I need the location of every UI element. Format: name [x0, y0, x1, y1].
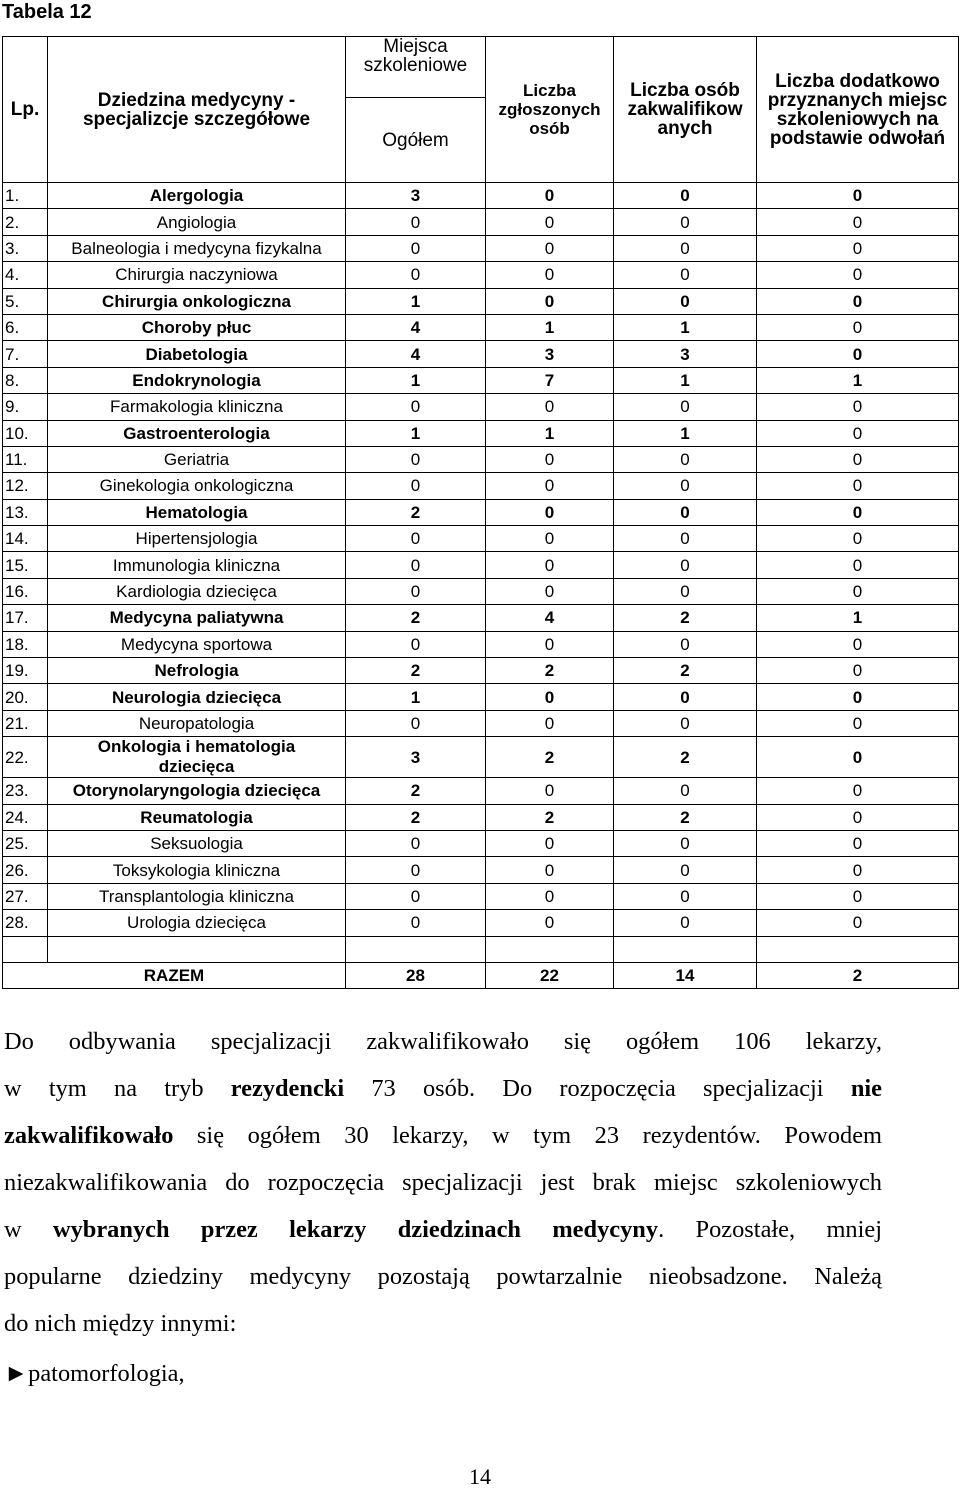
- header-field: Dziedzina medycyny - specjalizcje szczegółowe: [48, 37, 346, 183]
- row-applied: 4: [486, 605, 614, 631]
- table-header-row: [3, 37, 959, 98]
- row-places: 3: [346, 183, 486, 209]
- row-places: 0: [346, 394, 486, 420]
- row-lp: 25.: [3, 830, 48, 856]
- row-qualified: 0: [614, 446, 757, 472]
- row-qualified: 0: [614, 684, 757, 710]
- row-extra: 0: [757, 883, 959, 909]
- row-applied: 0: [486, 262, 614, 288]
- row-applied: 2: [486, 737, 614, 778]
- table-spacer: [3, 936, 959, 962]
- table-row: [3, 183, 959, 209]
- row-applied: 0: [486, 857, 614, 883]
- row-lp: 4.: [3, 262, 48, 288]
- row-applied: 0: [486, 684, 614, 710]
- row-extra: 1: [757, 605, 959, 631]
- paragraph-line: [4, 1112, 882, 1159]
- row-applied: 0: [486, 552, 614, 578]
- table-row: [3, 631, 959, 657]
- row-applied: 0: [486, 578, 614, 604]
- total-row: [3, 962, 959, 988]
- row-places: 0: [346, 526, 486, 552]
- bullet-text: patomorfologia,: [28, 1360, 185, 1387]
- row-places: 0: [346, 830, 486, 856]
- row-specialization: Chirurgia naczyniowa: [48, 262, 346, 288]
- row-qualified: 0: [614, 778, 757, 804]
- row-lp: 20.: [3, 684, 48, 710]
- paragraph-line: [4, 1159, 882, 1206]
- row-specialization: Neurologia dziecięca: [48, 684, 346, 710]
- header-lp: Lp.: [3, 37, 48, 183]
- row-lp: 19.: [3, 658, 48, 684]
- table-row: [3, 235, 959, 261]
- row-places: 1: [346, 288, 486, 314]
- table-row: [3, 804, 959, 830]
- total-places: 28: [346, 962, 486, 988]
- table-row: [3, 262, 959, 288]
- row-lp: 24.: [3, 804, 48, 830]
- table-row: [3, 778, 959, 804]
- row-applied: 0: [486, 710, 614, 736]
- row-applied: 0: [486, 910, 614, 936]
- row-applied: 0: [486, 394, 614, 420]
- row-applied: 2: [486, 658, 614, 684]
- row-qualified: 1: [614, 420, 757, 446]
- row-specialization: Medycyna paliatywna: [48, 605, 346, 631]
- text-run: Do odbywania specjalizacji zakwalifikowało się ogółem 106 lekarzy,: [4, 1028, 882, 1055]
- row-extra: 0: [757, 778, 959, 804]
- table-row: [3, 420, 959, 446]
- row-specialization: Nefrologia: [48, 658, 346, 684]
- text-run: do nich między innymi:: [4, 1310, 237, 1337]
- header-places: Miejsca szkoleniowe: [346, 37, 486, 98]
- bold-text: nie: [850, 1075, 882, 1102]
- row-specialization: Ginekologia onkologiczna: [48, 473, 346, 499]
- row-extra: 0: [757, 314, 959, 340]
- row-lp: 9.: [3, 394, 48, 420]
- row-lp: 7.: [3, 341, 48, 367]
- row-lp: 10.: [3, 420, 48, 446]
- row-places: 1: [346, 420, 486, 446]
- row-places: 0: [346, 473, 486, 499]
- table-row: [3, 710, 959, 736]
- row-qualified: 0: [614, 394, 757, 420]
- paragraph-line: [4, 1018, 882, 1065]
- table-row: [3, 578, 959, 604]
- row-lp: 27.: [3, 883, 48, 909]
- row-lp: 1.: [3, 183, 48, 209]
- row-places: 2: [346, 658, 486, 684]
- row-qualified: 0: [614, 883, 757, 909]
- table-row: [3, 209, 959, 235]
- row-applied: 7: [486, 367, 614, 393]
- row-applied: 0: [486, 778, 614, 804]
- row-specialization: Neuropatologia: [48, 710, 346, 736]
- row-qualified: 0: [614, 857, 757, 883]
- spacer-cell: [48, 936, 346, 962]
- row-lp: 17.: [3, 605, 48, 631]
- row-places: 0: [346, 631, 486, 657]
- row-specialization: Toksykologia kliniczna: [48, 857, 346, 883]
- row-places: 0: [346, 552, 486, 578]
- row-qualified: 0: [614, 209, 757, 235]
- table-row: [3, 394, 959, 420]
- row-applied: 0: [486, 526, 614, 552]
- paragraph-line: [4, 1253, 882, 1300]
- row-extra: 0: [757, 420, 959, 446]
- row-applied: 0: [486, 883, 614, 909]
- row-specialization: Immunologia kliniczna: [48, 552, 346, 578]
- row-extra: 0: [757, 631, 959, 657]
- row-qualified: 0: [614, 262, 757, 288]
- row-places: 3: [346, 737, 486, 778]
- row-applied: 0: [486, 183, 614, 209]
- row-extra: 0: [757, 341, 959, 367]
- row-qualified: 0: [614, 710, 757, 736]
- table-row: [3, 684, 959, 710]
- row-extra: 0: [757, 473, 959, 499]
- row-places: 4: [346, 341, 486, 367]
- total-qualified: 14: [614, 962, 757, 988]
- row-specialization: Choroby płuc: [48, 314, 346, 340]
- row-lp: 28.: [3, 910, 48, 936]
- row-extra: 0: [757, 446, 959, 472]
- row-places: 1: [346, 684, 486, 710]
- row-specialization: Otorynolaryngologia dziecięca: [48, 778, 346, 804]
- row-extra: 0: [757, 209, 959, 235]
- row-places: 0: [346, 235, 486, 261]
- table-row: [3, 367, 959, 393]
- row-places: 0: [346, 910, 486, 936]
- row-lp: 6.: [3, 314, 48, 340]
- row-specialization: Angiologia: [48, 209, 346, 235]
- row-places: 0: [346, 262, 486, 288]
- row-extra: 0: [757, 262, 959, 288]
- row-qualified: 0: [614, 526, 757, 552]
- paragraph-line: [4, 1206, 882, 1253]
- row-lp: 15.: [3, 552, 48, 578]
- body-paragraph: [4, 1018, 882, 1347]
- row-places: 0: [346, 209, 486, 235]
- row-qualified: 3: [614, 341, 757, 367]
- row-places: 2: [346, 499, 486, 525]
- paragraph-line: [4, 1300, 882, 1347]
- table-row: [3, 830, 959, 856]
- row-specialization: Kardiologia dziecięca: [48, 578, 346, 604]
- table-row: [3, 446, 959, 472]
- spacer-cell: [757, 936, 959, 962]
- row-specialization: Transplantologia kliniczna: [48, 883, 346, 909]
- row-applied: 0: [486, 473, 614, 499]
- table-row: [3, 910, 959, 936]
- row-places: 0: [346, 578, 486, 604]
- table-row: [3, 605, 959, 631]
- row-lp: 12.: [3, 473, 48, 499]
- row-lp: 14.: [3, 526, 48, 552]
- bullet-item: [4, 1352, 185, 1396]
- row-lp: 3.: [3, 235, 48, 261]
- bold-text: wybranych przez lekarzy dziedzinach medycyny: [52, 1216, 659, 1243]
- bullet-arrow-icon: ►: [4, 1360, 29, 1387]
- row-lp: 22.: [3, 737, 48, 778]
- row-lp: 11.: [3, 446, 48, 472]
- table-title: Tabela 12: [2, 1, 92, 23]
- row-extra: 0: [757, 288, 959, 314]
- row-qualified: 2: [614, 737, 757, 778]
- row-places: 1: [346, 367, 486, 393]
- paragraph-line: [4, 1065, 882, 1112]
- bold-text: rezydencki: [230, 1075, 345, 1102]
- row-extra: 0: [757, 235, 959, 261]
- row-places: 2: [346, 778, 486, 804]
- row-extra: 0: [757, 684, 959, 710]
- row-specialization: Gastroenterologia: [48, 420, 346, 446]
- row-extra: 0: [757, 394, 959, 420]
- row-specialization: Endokrynologia: [48, 367, 346, 393]
- row-applied: 0: [486, 288, 614, 314]
- total-extra: 2: [757, 962, 959, 988]
- row-specialization: Onkologia i hematologia dziecięca: [48, 737, 346, 778]
- table-row: [3, 857, 959, 883]
- row-qualified: 1: [614, 314, 757, 340]
- header-places-total: Ogółem: [346, 98, 486, 183]
- text-run: w tym na tryb: [4, 1075, 231, 1102]
- total-applied: 22: [486, 962, 614, 988]
- spacer-cell: [3, 936, 48, 962]
- table-row: [3, 552, 959, 578]
- row-extra: 0: [757, 830, 959, 856]
- row-specialization: Reumatologia: [48, 804, 346, 830]
- row-places: 0: [346, 857, 486, 883]
- row-places: 2: [346, 605, 486, 631]
- row-lp: 13.: [3, 499, 48, 525]
- row-applied: 1: [486, 314, 614, 340]
- row-specialization: Diabetologia: [48, 341, 346, 367]
- row-places: 4: [346, 314, 486, 340]
- table-row: [3, 658, 959, 684]
- row-extra: 0: [757, 710, 959, 736]
- row-qualified: 0: [614, 473, 757, 499]
- row-specialization: Medycyna sportowa: [48, 631, 346, 657]
- row-applied: 2: [486, 804, 614, 830]
- header-extra: Liczba dodatkowo przyznanych miejsc szkoleniowych na podstawie odwołań: [757, 37, 959, 183]
- table-row: [3, 473, 959, 499]
- text-run: popularne dziedziny medycyny pozostają powtarzalnie nieobsadzone. Należą: [4, 1263, 882, 1290]
- table-row: [3, 341, 959, 367]
- row-applied: 0: [486, 830, 614, 856]
- row-specialization: Urologia dziecięca: [48, 910, 346, 936]
- row-specialization: Balneologia i medycyna fizykalna: [48, 235, 346, 261]
- row-qualified: 0: [614, 288, 757, 314]
- row-qualified: 0: [614, 830, 757, 856]
- bold-text: zakwalifikowało: [4, 1122, 174, 1149]
- row-qualified: 0: [614, 499, 757, 525]
- row-specialization: Hipertensjologia: [48, 526, 346, 552]
- text-run: niezakwalifikowania do rozpoczęcia specjalizacji jest brak miejsc szkoleniowych: [4, 1169, 882, 1196]
- specializations-table: [2, 36, 959, 989]
- row-extra: 0: [757, 578, 959, 604]
- text-run: 73 osób. Do rozpoczęcia specjalizacji: [344, 1075, 851, 1102]
- row-lp: 8.: [3, 367, 48, 393]
- row-extra: 0: [757, 857, 959, 883]
- header-applied: Liczba zgłoszonych osób: [486, 37, 614, 183]
- row-extra: 0: [757, 526, 959, 552]
- table-row: [3, 314, 959, 340]
- total-label: RAZEM: [3, 962, 346, 988]
- row-specialization: Chirurgia onkologiczna: [48, 288, 346, 314]
- spacer-cell: [486, 936, 614, 962]
- row-qualified: 0: [614, 578, 757, 604]
- row-extra: 0: [757, 552, 959, 578]
- row-qualified: 0: [614, 183, 757, 209]
- row-extra: 0: [757, 499, 959, 525]
- spacer-cell: [614, 936, 757, 962]
- table-row: [3, 499, 959, 525]
- row-lp: 26.: [3, 857, 48, 883]
- row-applied: 1: [486, 420, 614, 446]
- row-qualified: 2: [614, 605, 757, 631]
- row-lp: 5.: [3, 288, 48, 314]
- row-extra: 0: [757, 804, 959, 830]
- row-extra: 0: [757, 910, 959, 936]
- row-qualified: 0: [614, 910, 757, 936]
- row-specialization: Hematologia: [48, 499, 346, 525]
- page-number: 14: [469, 1464, 491, 1489]
- row-qualified: 2: [614, 804, 757, 830]
- header-qualified: Liczba osób zakwalifikow anych: [614, 37, 757, 183]
- row-extra: 0: [757, 183, 959, 209]
- row-lp: 21.: [3, 710, 48, 736]
- row-applied: 0: [486, 209, 614, 235]
- row-qualified: 0: [614, 235, 757, 261]
- row-specialization: Alergologia: [48, 183, 346, 209]
- table-row: [3, 737, 959, 778]
- row-extra: 1: [757, 367, 959, 393]
- table-row: [3, 288, 959, 314]
- text-run: w: [4, 1216, 53, 1243]
- row-places: 0: [346, 883, 486, 909]
- spacer-cell: [346, 936, 486, 962]
- row-lp: 16.: [3, 578, 48, 604]
- row-places: 0: [346, 446, 486, 472]
- row-applied: 3: [486, 341, 614, 367]
- row-lp: 18.: [3, 631, 48, 657]
- row-qualified: 0: [614, 631, 757, 657]
- row-qualified: 0: [614, 552, 757, 578]
- row-qualified: 2: [614, 658, 757, 684]
- row-specialization: Farmakologia kliniczna: [48, 394, 346, 420]
- row-places: 2: [346, 804, 486, 830]
- row-extra: 0: [757, 658, 959, 684]
- row-extra: 0: [757, 737, 959, 778]
- row-lp: 2.: [3, 209, 48, 235]
- row-applied: 0: [486, 499, 614, 525]
- row-specialization: Seksuologia: [48, 830, 346, 856]
- table-row: [3, 526, 959, 552]
- row-qualified: 1: [614, 367, 757, 393]
- row-applied: 0: [486, 631, 614, 657]
- row-applied: 0: [486, 446, 614, 472]
- text-run: . Pozostałe, mniej: [658, 1216, 883, 1243]
- row-places: 0: [346, 710, 486, 736]
- row-applied: 0: [486, 235, 614, 261]
- text-run: się ogółem 30 lekarzy, w tym 23 rezydentów. Powodem: [173, 1122, 882, 1149]
- row-lp: 23.: [3, 778, 48, 804]
- row-specialization: Geriatria: [48, 446, 346, 472]
- table-row: [3, 883, 959, 909]
